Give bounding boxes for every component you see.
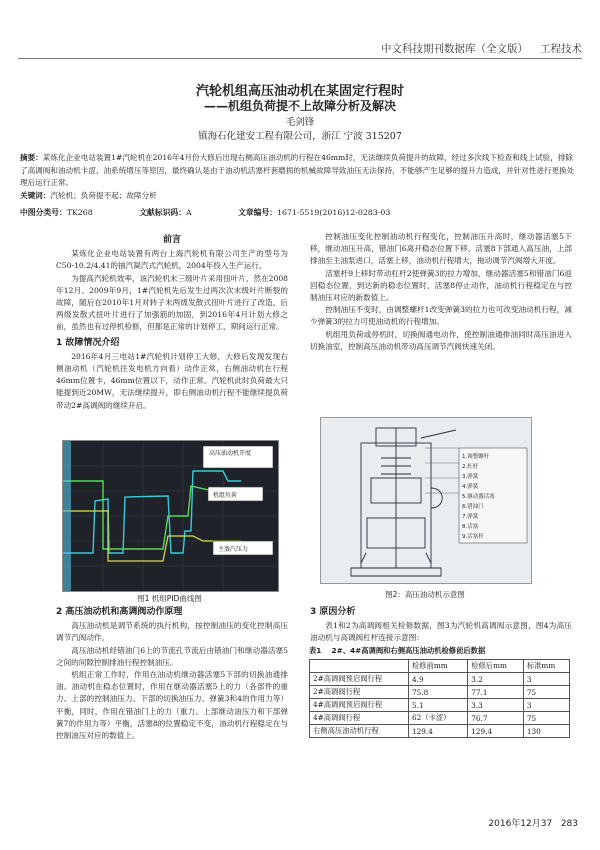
fig2-legend-5: 5.继动器活塞: [462, 494, 495, 500]
clc-label: 中图分类号：: [20, 208, 67, 217]
article-id-value: 1671-5519(2016)12-0283-03: [277, 208, 391, 217]
table-cell: 3: [523, 673, 569, 686]
fig2-legend-6: 6.错油门: [462, 504, 484, 510]
table-header-cell: 标准mm: [523, 660, 569, 673]
table-cell: 5.1: [409, 699, 468, 712]
table-cell: 2#高调阀行程: [310, 686, 409, 699]
article-id-label: 文章编号：: [238, 208, 278, 217]
table-row: [310, 699, 570, 712]
fig2-legend-3: 3.弹簧: [462, 474, 479, 480]
table-cell: 76.7: [468, 712, 524, 725]
table-cell: 4#高调阀行程: [310, 712, 409, 725]
article-subtitle: ——机组负荷提不上故障分析及解决: [203, 99, 396, 113]
affiliation: 镇海石化建安工程有限公司，浙江 宁波 315207: [198, 131, 402, 142]
table-row: [310, 725, 570, 738]
right-column-top: [310, 231, 572, 353]
right-para-1: 控制油压变化控制油动机行程变化，控制油压升高时，继动器活塞5下移，继动油压升高，错油门6离开稳态位置下移，活塞8下部通入高压油，上部排油至主油泵进口，活塞上移，油动机行程增大，拖动调节汽阀增大开度。: [310, 232, 572, 266]
fig2-legend-1: 1.调整螺杆: [462, 454, 490, 460]
figure-1-caption: 图1 机组PID曲线图: [137, 594, 202, 603]
left-column-bottom: [56, 603, 288, 742]
section-3-heading: 3 原因分析: [310, 607, 356, 617]
table-cell: 3: [523, 699, 569, 712]
fig2-legend-9: 9.活塞杆: [462, 534, 484, 540]
section-1-heading: 1 故障情况介绍: [56, 337, 120, 348]
page-number: 283: [560, 819, 578, 829]
figure-1-pid-chart: [62, 440, 279, 592]
table-cell: 3.3: [468, 699, 524, 712]
fig2-legend-8: 8.活塞: [462, 524, 479, 530]
table-cell: 右侧高压油动机行程: [310, 725, 409, 738]
keywords-label: 关键词：: [20, 190, 51, 200]
running-header: [369, 41, 582, 56]
table-cell: 2#高调阀预启阀行程: [310, 673, 409, 686]
figure-2-caption: 图2：高压油动机示意图: [385, 590, 465, 599]
legend-steam-pressure: 主蒸汽压力: [218, 546, 249, 553]
figure-2-servomotor-diagram: [320, 417, 532, 584]
clc-value: TK268: [66, 208, 93, 217]
section-2-para-2: 高压油动机经错油门6上的节流孔节流后由错油门和继动器活塞5之间的间隙控制排油行程控制油压。: [56, 645, 288, 667]
pid-curve-image: [63, 441, 278, 591]
table-row: [310, 673, 570, 686]
table-cell: 4#高调阀预启阀行程: [310, 699, 409, 712]
right-para-4: 机组甩负荷或停机时，切换阀通电动作，使控制油通排油同时高压油进入切换油室，控制高压油动机带动高压调节汽阀快速关闭。: [310, 329, 572, 351]
table-row: [310, 686, 570, 699]
keywords-text: 汽轮机；负荷提不起；故障分析: [50, 190, 157, 200]
abstract: [20, 152, 580, 202]
table-row: [310, 712, 570, 725]
doc-code-value: A: [185, 208, 192, 217]
table-1-label: 表1: [309, 646, 322, 655]
header-rule: [18, 58, 582, 59]
table-cell: 75: [523, 686, 569, 699]
table-header-cell: 检修前mm: [409, 660, 468, 673]
table-1-caption: [309, 646, 570, 656]
servomotor-drawing: [321, 418, 531, 583]
preface-para-1: 某炼化企业电站装置有两台上海汽轮机有限公司生产的型号为C50-10.2/4.41的抽汽凝汽式汽轮机，2004年投入生产运行。: [56, 249, 288, 271]
journal-section: 工程技术: [540, 43, 582, 55]
table-1: [309, 659, 570, 738]
table-header-cell: 检修后mm: [468, 660, 524, 673]
table-cell: 129.4: [409, 725, 468, 738]
table-cell: 130: [523, 725, 569, 738]
table-cell: 77.1: [468, 686, 524, 699]
legend-valve-opening: 高压油动机开度: [209, 450, 252, 457]
classification-line: [20, 207, 580, 218]
section-2-para-3: 机组正常工作时，作用在油动机继动器活塞5下部的切换油通排油。油动机在稳态位置时，作用在继动器活塞5上的力（各部件的重力、上部的控制油压力、下部的切换油压力、弹簧3和4的作用力等）平衡，同时，作用在错油门上的力（重力、上部继动油压力和下部弹簧7的作用力等）平衡，活塞8的位置稳定不变，油动机行程稳定在与控制油压对应的数值上。: [56, 670, 288, 741]
table-cell: 129.4: [468, 725, 524, 738]
fig2-legend-2: 2.杠杆: [462, 464, 479, 470]
table-cell: 75.8: [409, 686, 468, 699]
right-para-3: 控制油压不变时，由调整螺杆1改变弹簧3的拉力也可改变油动机行程，减少弹簧3的拉力可使油动机的行程增加。: [310, 305, 572, 327]
preface-heading: 前言: [162, 235, 181, 245]
doc-code-label: 文献标识码：: [139, 208, 186, 217]
left-column-top: [56, 231, 288, 412]
footer-date: 2016年12月37: [488, 819, 553, 829]
journal-name: 中文科技期刊数据库（全文版）: [381, 43, 528, 55]
table-cell: 75: [523, 712, 569, 725]
right-para-2: 活塞杆9上移时带动杠杆2使弹簧3的拉力增加，继动器活塞5和错油门6返回稳态位置，到达新的稳态位置时，活塞8停止动作，油动机行程稳定在与控制油压对应的新数值上。: [310, 268, 572, 303]
abstract-label: 摘要：: [20, 153, 43, 162]
right-column-bottom: [310, 603, 572, 645]
section-2-para-1: 高压油动机是调节系统的执行机构，按控制油压的变化控制高压调节汽阀动作。: [56, 621, 288, 643]
fig2-legend-7: 7.弹簧: [462, 514, 479, 520]
section-2-heading: 2 高压油动机和高调阀动作原理: [56, 607, 183, 617]
preface-para-2: 为提高汽轮机效率，该汽轮机末三级叶片采用扭叶片，然在2008年12月、2009年9月，1#汽轮机先后发生过两次次末级叶片断裂的故障，随后在2010年1月对转子末两级发散式扭叶片进行了改造，后两级发散式扭叶片进行了加强筋的加固，到2016年4月计划大修之前，虽然也有过停机检修，但都是正常的计划停工，期间运行正常。: [56, 273, 288, 332]
table-header-row: [310, 660, 570, 673]
table-header-cell: [310, 660, 409, 673]
section-1-para: 2016年4月三电站1#汽轮机计划停工大修，大修后发现发现右侧油动机（汽轮机往发电机方向看）动作正常，右侧油动机在行程46mm位置卡，46mm位置以下，动作正常。汽轮机此时负荷最大只能提到近20MW，无法继续提升，即右侧油动机行程不能继续提负荷带动2#高调阀的继续开启。: [56, 351, 288, 410]
table-cell: 62（卡涩）: [409, 712, 468, 725]
section-3-para: 表1和2为高调阀相关检修数据，图3为汽轮机高调阀示意图，图4为高压油动机与高调阀杠杆连接示意图：: [310, 621, 572, 643]
table-cell: 3.2: [468, 673, 524, 686]
page-footer: [488, 816, 578, 829]
legend-unit-load: 机组负荷: [213, 492, 238, 499]
author: 毛剑锋: [285, 117, 315, 128]
table-1-title: 2#、4#高调阀和右侧高压油动机检修前后数据: [331, 646, 486, 655]
fig2-legend-4: 4.弹簧: [462, 484, 479, 490]
abstract-text: 某炼化企业电站装置1#汽轮机在2016年4月份大修后出现右侧高压油动机的行程在46mm时，无法继续负荷提升的故障，经过多次线下检查和线上试验，排除了高调阀和油动机卡涩、油系统增压等原因，最终确认是由于油动机活塞杆套磨损的机械故障导致油压无法保持，不能够产生足够的提升力造成，并针对性进行更换处理后运行正常。: [20, 153, 575, 187]
table-cell: 4.9: [409, 673, 468, 686]
article-title: 汽轮机组高压油动机在某固定行程时: [195, 84, 404, 99]
